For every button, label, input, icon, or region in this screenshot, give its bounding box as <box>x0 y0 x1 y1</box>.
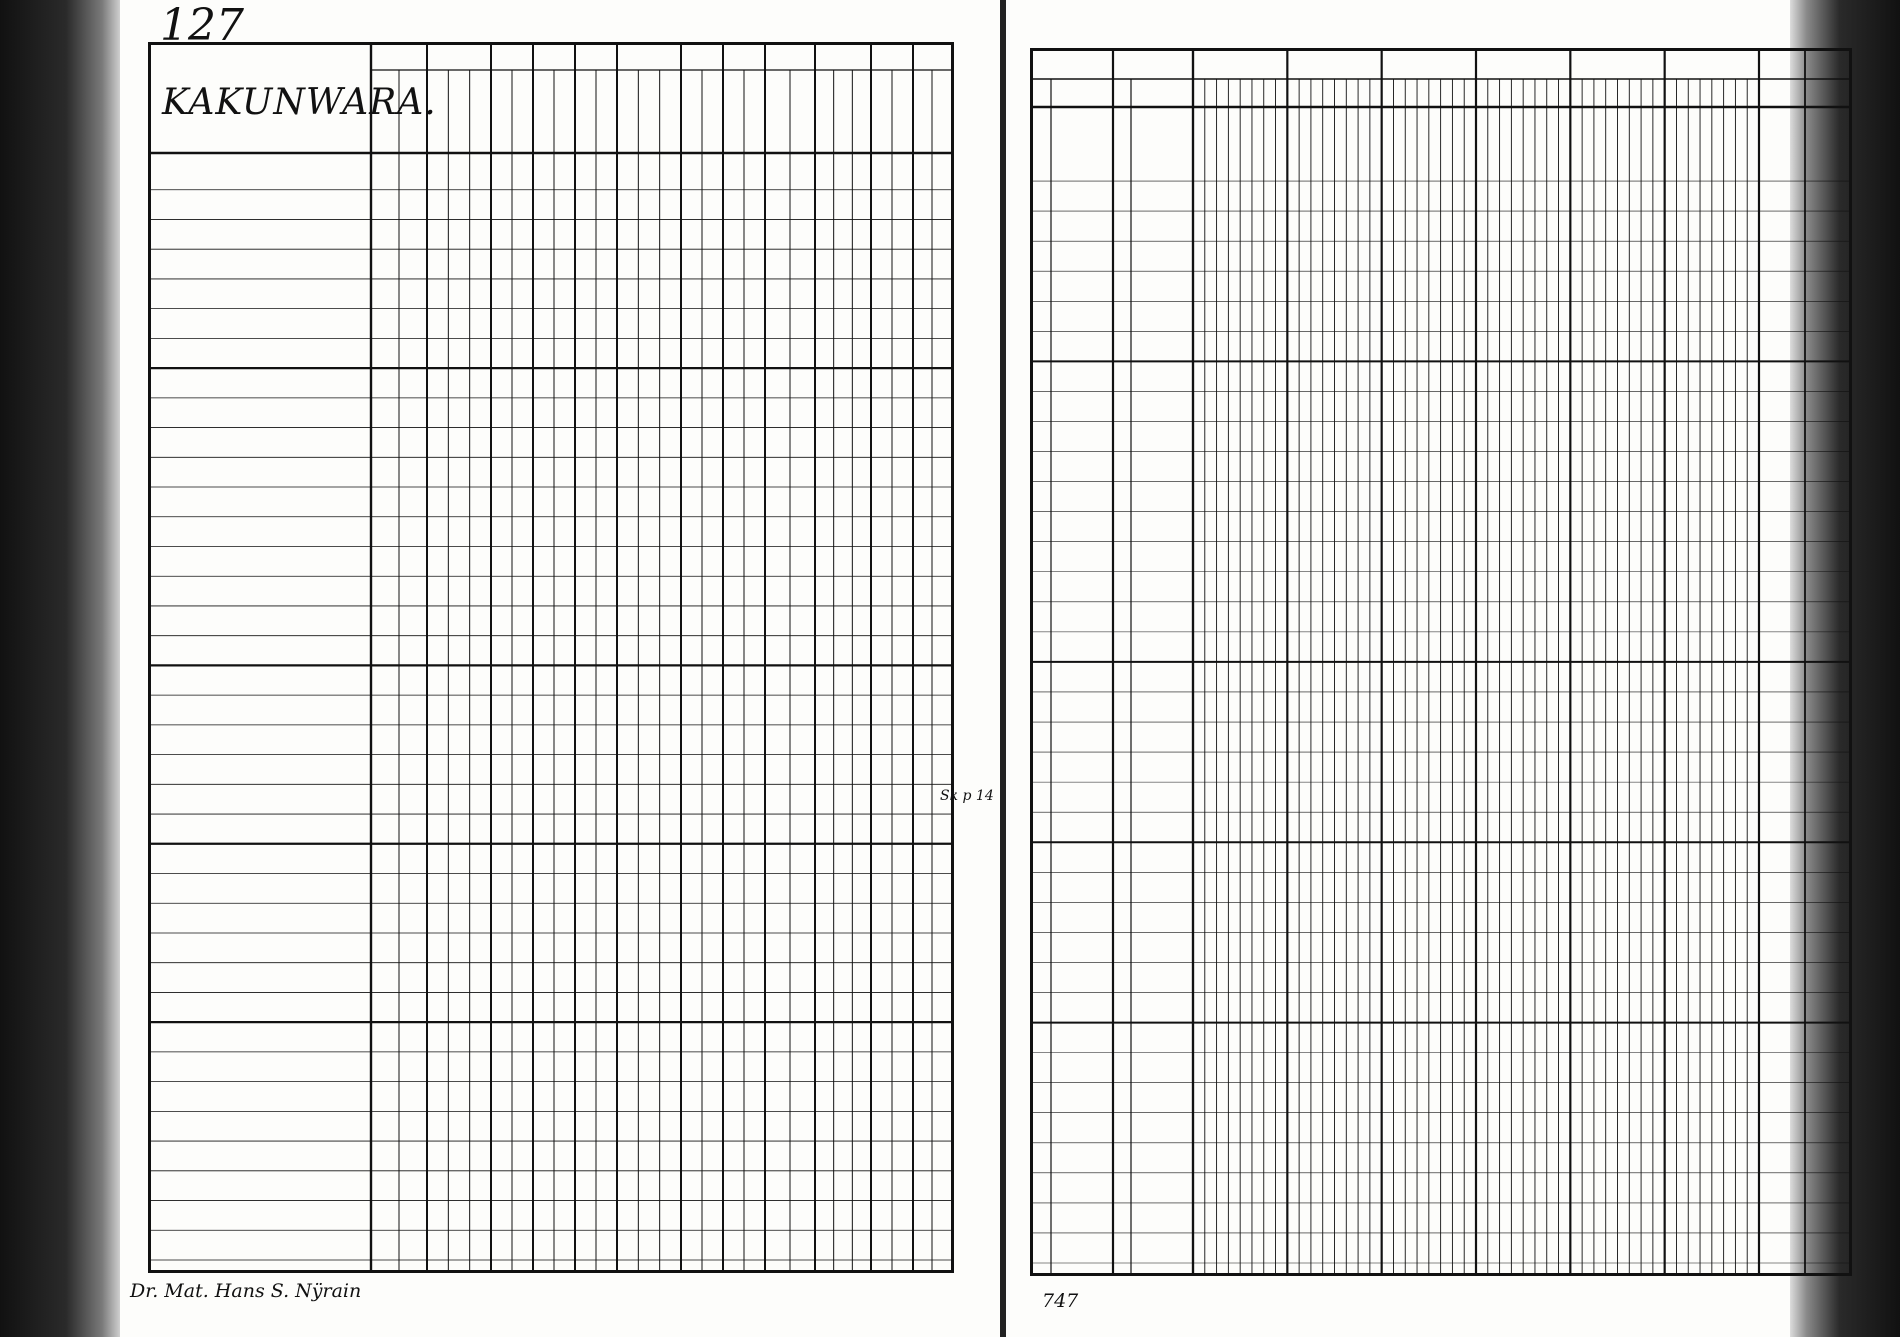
right-footnote: 747 <box>1042 1290 1079 1312</box>
section-title: KAKUNWARA. <box>162 82 437 123</box>
page-number: 127 <box>160 0 244 51</box>
right-grid <box>1033 51 1849 1273</box>
margin-label: Sk p 14 <box>940 788 994 804</box>
left-footnote: Dr. Mat. Hans S. Nÿrain <box>130 1280 362 1302</box>
book-spine <box>1000 0 1006 1337</box>
book-shadow-left <box>0 0 120 1337</box>
left-grid <box>151 45 951 1270</box>
left-register-table <box>148 42 954 1273</box>
right-register-table <box>1030 48 1852 1276</box>
